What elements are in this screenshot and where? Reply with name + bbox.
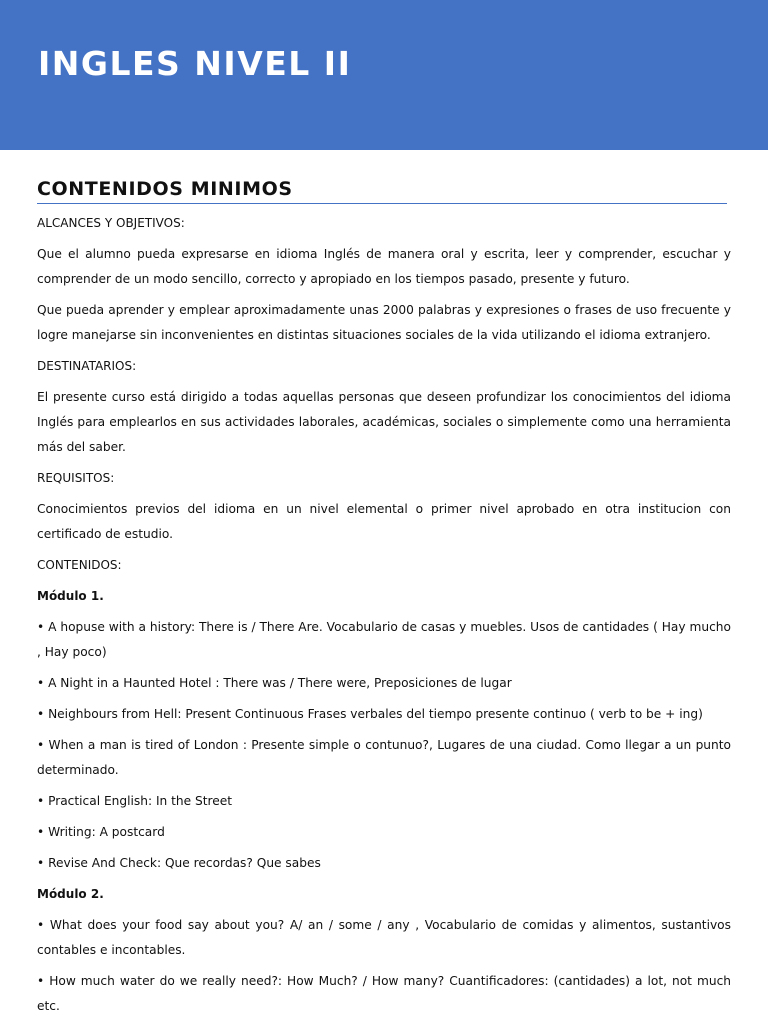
header-banner [0, 0, 768, 150]
contenidos-label: CONTENIDOS: [37, 558, 122, 572]
section-heading: CONTENIDOS MINIMOS [37, 178, 727, 204]
alcances-paragraph-1: Que el alumno pueda expresarse en idioma Inglés de manera oral y escrita, leer y comprender, escuchar y comprender de un modo sencillo, correcto y apropiado en los tiempos pasado, presente y futuro. [37, 247, 731, 286]
list-item: • When a man is tired of London : Presente simple o contunuo?, Lugares de una ciudad. Como llegar a un punto determinado. [37, 738, 731, 777]
destinatarios-label: DESTINATARIOS: [37, 359, 137, 373]
list-item: • What does your food say about you? A/ an / some / any , Vocabulario de comidas y alimentos, sustantivos contables e incontables. [37, 918, 731, 957]
list-item: • How much water do we really need?: How Much? / How many? Cuantificadores: (cantidades) a lot, not much etc. [37, 974, 731, 1013]
alcances-label: ALCANCES Y OBJETIVOS: [37, 216, 185, 230]
list-item: • Writing: A postcard [37, 825, 165, 839]
list-item: • A Night in a Haunted Hotel : There was / There were, Preposiciones de lugar [37, 676, 512, 690]
list-item: • Revise And Check: Que recordas? Que sabes [37, 856, 321, 870]
list-item: • A hopuse with a history: There is / There Are. Vocabulario de casas y muebles. Usos de cantidades ( Hay mucho , Hay poco) [37, 620, 731, 659]
requisitos-paragraph: Conocimientos previos del idioma en un nivel elemental o primer nivel aprobado en otra institucion con certificado de estudio. [37, 502, 731, 541]
document-title: INGLES NIVEL II [38, 44, 352, 83]
destinatarios-paragraph: El presente curso está dirigido a todas aquellas personas que deseen profundizar los conocimientos del idioma Inglés para emplearlos en sus actividades laborales, académicas, sociales o simplemente como una herramienta más del saber. [37, 390, 731, 454]
requisitos-label: REQUISITOS: [37, 471, 115, 485]
modulo-1-title: Módulo 1. [37, 589, 104, 603]
document-body [0, 178, 768, 1019]
alcances-paragraph-2: Que pueda aprender y emplear aproximadamente unas 2000 palabras y expresiones o frases de uso frecuente y logre manejarse sin inconvenientes en distintas situaciones sociales de la vida utilizando el idioma extranjero. [37, 303, 731, 342]
list-item: • Neighbours from Hell: Present Continuous Frases verbales del tiempo presente continuo ( verb to be + ing) [37, 707, 703, 721]
modulo-2-title: Módulo 2. [37, 887, 104, 901]
list-item: • Practical English: In the Street [37, 794, 233, 808]
